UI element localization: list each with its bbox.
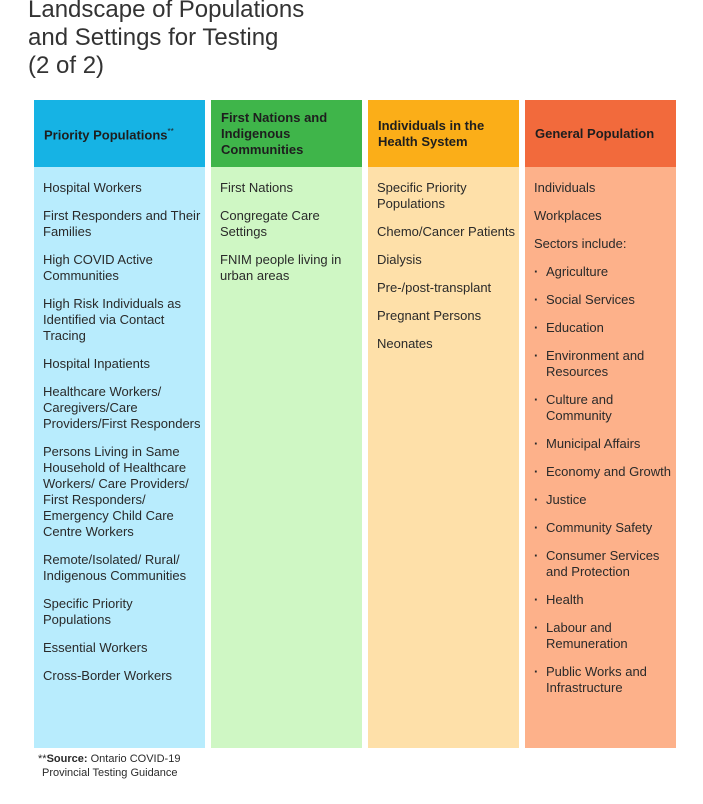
bullet-icon: · [534, 548, 539, 563]
list-item: Individuals [534, 180, 596, 195]
sector-item [534, 264, 672, 280]
footnote-source-label: Source: [46, 753, 88, 765]
footnote-mark: ** [38, 753, 47, 765]
list-item: Hospital Workers [43, 180, 142, 195]
bullet-icon: · [534, 464, 539, 479]
sector-label: Community Safety [546, 520, 653, 535]
sector-item [534, 392, 672, 424]
sector-label: Municipal Affairs [546, 436, 641, 451]
list-item: FNIM people living in urban areas [220, 252, 342, 283]
source-footnote [38, 752, 180, 780]
sector-item [534, 620, 672, 652]
sector-label: Consumer Services and Protection [546, 548, 660, 579]
column-header-first-nations: First Nations and Indigenous Communities [211, 100, 362, 167]
footnote-text-line-1: Ontario COVID-19 [90, 753, 181, 765]
bullet-icon: · [534, 664, 539, 679]
column-header-health-system: Individuals in the Health System [368, 100, 519, 167]
sector-item [534, 592, 672, 608]
list-item: Remote/Isolated/ Rural/ Indigenous Communities [43, 552, 187, 583]
bullet-icon: · [534, 320, 539, 335]
list-item: Persons Living in Same Household of Healthcare Workers/ Care Providers/ First Responders/ Emergency Child Care Centre Workers [43, 444, 189, 539]
footnote-text-line-2: Provincial Testing Guidance [42, 767, 178, 779]
bullet-icon: · [534, 436, 539, 451]
column-priority-populations [34, 100, 205, 748]
list-item: Sectors include: [534, 236, 627, 251]
sector-list [534, 264, 672, 696]
list-item: High COVID Active Communities [43, 252, 153, 283]
list-item: High Risk Individuals as Identified via Contact Tracing [43, 296, 182, 343]
column-body-priority-populations [34, 167, 205, 748]
bullet-icon: · [534, 392, 539, 407]
sector-label: Environment and Resources [546, 348, 645, 379]
list-item: First Responders and Their Families [43, 208, 201, 239]
sector-item [534, 292, 672, 308]
column-general-population [525, 100, 676, 748]
column-header-priority-populations [34, 100, 205, 167]
list-item: Pre-/post-transplant [377, 280, 492, 295]
sector-item [534, 492, 672, 508]
sector-item [534, 548, 672, 580]
sector-label: Economy and Growth [546, 464, 672, 479]
bullet-icon: · [534, 620, 539, 635]
population-columns [0, 100, 703, 748]
list-item: Chemo/Cancer Patients [377, 224, 516, 239]
title-line-2: and Settings for Testing [28, 24, 279, 51]
list-item: Healthcare Workers/ Caregivers/Care Providers/First Responders [43, 384, 201, 431]
sector-item [534, 464, 672, 480]
sector-item [534, 520, 672, 536]
column-body-general-population [525, 167, 676, 748]
list-item: Essential Workers [43, 640, 148, 655]
title-line-1: Landscape of Populations [28, 0, 305, 23]
column-header-priority-label: Priority Populations [44, 127, 168, 143]
sector-label: Social Services [546, 292, 635, 307]
sector-item [534, 320, 672, 336]
sector-label: Justice [546, 492, 587, 507]
sector-label: Education [546, 320, 604, 335]
list-item: Hospital Inpatients [43, 356, 150, 371]
column-body-health-system [368, 167, 519, 748]
footnote-reference-mark: ** [167, 126, 174, 136]
sector-label: Labour and Remuneration [546, 620, 628, 651]
list-item: Workplaces [534, 208, 602, 223]
sector-item [534, 664, 672, 696]
bullet-icon: · [534, 520, 539, 535]
bullet-icon: · [534, 292, 539, 307]
bullet-icon: · [534, 348, 539, 363]
list-item: First Nations [220, 180, 293, 195]
bullet-icon: · [534, 592, 539, 607]
list-item: Specific Priority Populations [377, 180, 467, 211]
bullet-icon: · [534, 264, 539, 279]
column-body-first-nations [211, 167, 362, 748]
column-health-system [368, 100, 519, 748]
list-item: Dialysis [377, 252, 422, 267]
title-line-3: (2 of 2) [28, 52, 105, 79]
sector-item [534, 436, 672, 452]
sector-label: Health [546, 592, 584, 607]
bullet-icon: · [534, 492, 539, 507]
sector-label: Culture and Community [546, 392, 614, 423]
sector-label: Public Works and Infrastructure [546, 664, 647, 695]
general-items [534, 180, 672, 252]
list-item: Neonates [377, 336, 433, 351]
column-first-nations [211, 100, 362, 748]
sector-label: Agriculture [546, 264, 609, 279]
list-item: Cross-Border Workers [43, 668, 173, 683]
list-item: Pregnant Persons [377, 308, 482, 323]
sector-item [534, 348, 672, 380]
list-item: Specific Priority Populations [43, 596, 133, 627]
column-header-general-population: General Population [525, 100, 676, 167]
list-item: Congregate Care Settings [220, 208, 320, 239]
page-title [28, 0, 304, 80]
